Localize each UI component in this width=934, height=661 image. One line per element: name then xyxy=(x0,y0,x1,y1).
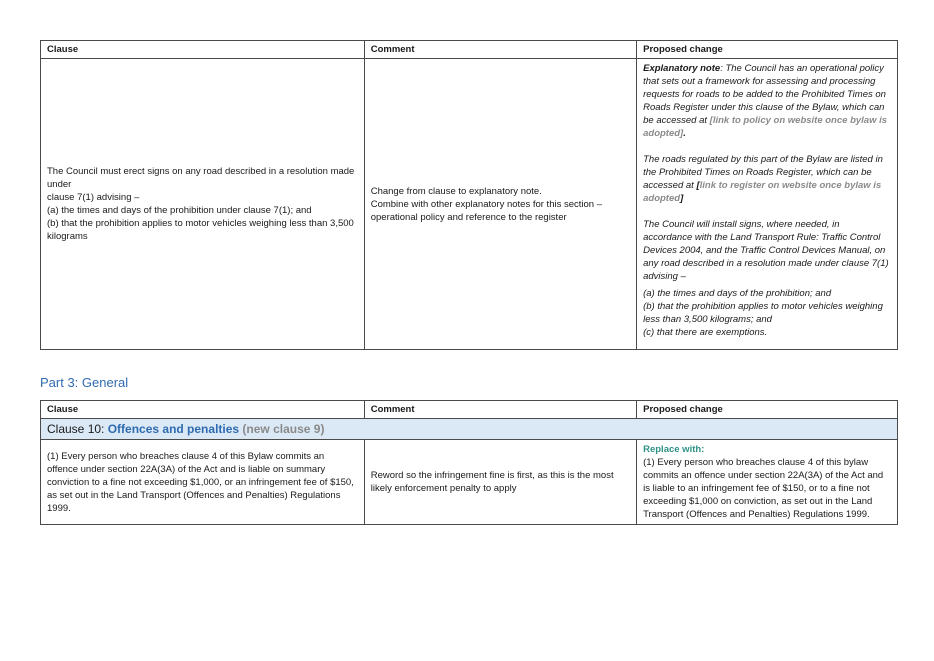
comment-cell: Reword so the infringement fine is first, as this is the most likely enforcement penalty to apply xyxy=(364,440,636,525)
item-b: (b) that the prohibition applies to motor vehicles weighing less than 3,500 kilograms; and xyxy=(643,301,883,325)
comment-line: Change from clause to explanatory note. xyxy=(370,185,542,197)
table-header-row xyxy=(41,41,898,59)
item-c: (c) that there are exemptions. xyxy=(643,327,768,338)
clauses-table-part3 xyxy=(40,400,898,525)
explanatory-note-label: Explanatory note xyxy=(643,63,721,74)
clause-line: clause 7(1) advising – xyxy=(47,192,140,203)
header-clause: Clause xyxy=(41,41,365,59)
policy-link-placeholder: [link to policy on website once bylaw is adopted] xyxy=(643,115,888,139)
register-text: The roads regulated by this part of the Bylaw are listed in the Prohibited Times on Roads Register, which can be accessed at xyxy=(643,154,883,191)
clause-title: Offences and penalties xyxy=(107,422,240,436)
comment-line: Combine with other explanatory notes for this section – operational policy and reference to the register xyxy=(370,198,603,223)
header-clause: Clause xyxy=(41,401,365,419)
register-paragraph xyxy=(643,153,891,205)
clause-title-cell xyxy=(41,419,898,440)
explanatory-note-paragraph xyxy=(643,62,891,140)
clause-title-row xyxy=(41,419,898,440)
bracket-close: ] xyxy=(680,193,684,204)
replacement-text: (1) Every person who breaches clause 4 of this bylaw commits an offence under section 22A(3A) of the Act and is liable to an infringement fee of $150, or to a fine not exceeding $1,000 on conviction, as set out in the Land Transport (Offences and Penalties) Regulations 1999. xyxy=(643,457,884,520)
clause-number: Clause 10: xyxy=(47,422,108,436)
table-row xyxy=(41,440,898,525)
clause-cell xyxy=(41,59,365,350)
clause-line: (b) that the prohibition applies to motor vehicles weighing less than 3,500 kilograms xyxy=(47,218,354,242)
signs-paragraph: The Council will install signs, where needed, in accordance with the Land Transport Rule: Traffic Control Devices 2004, and the Traffic Control Devices Manual, on any road described in a resolution made under clause 7(1) advising – xyxy=(643,219,889,282)
proposed-change-cell xyxy=(637,440,898,525)
comment-cell xyxy=(364,59,636,350)
sentence-end: . xyxy=(683,128,686,139)
register-link-placeholder: link to register on website once bylaw is adopted xyxy=(643,180,882,204)
table-header-row xyxy=(41,401,898,419)
header-proposed-change: Proposed change xyxy=(637,401,898,419)
proposed-change-cell xyxy=(637,59,898,350)
clause-line: The Council must erect signs on any road described in a resolution made under xyxy=(47,166,355,190)
clause-line: (a) the times and days of the prohibition under clause 7(1); and xyxy=(47,205,312,216)
explanatory-note-text: : The Council has an operational policy that sets out a framework for assessing and processing requests for roads to be added to the Prohibited Times on Roads Register under this clause of the Bylaw, which can be accessed at xyxy=(643,63,886,126)
header-comment: Comment xyxy=(364,401,636,419)
item-a: (a) the times and days of the prohibition; and xyxy=(643,288,832,299)
bracket-open: [ xyxy=(696,180,700,191)
replace-with-label: Replace with: xyxy=(643,444,705,455)
table-row xyxy=(41,59,898,350)
new-clause-note: (new clause 9) xyxy=(239,422,325,436)
part-heading: Part 3: General xyxy=(40,375,129,390)
clauses-table-part2 xyxy=(40,40,898,350)
header-proposed-change: Proposed change xyxy=(637,41,898,59)
header-comment: Comment xyxy=(364,41,636,59)
clause-cell: (1) Every person who breaches clause 4 of this Bylaw commits an offence under section 22A(3A) of the Act and is liable on summary conviction to a fine not exceeding $1,000, or an infringement fee of $150, as set out in the Land Transport (Offences and Penalties) Regulations 1999. xyxy=(41,440,365,525)
